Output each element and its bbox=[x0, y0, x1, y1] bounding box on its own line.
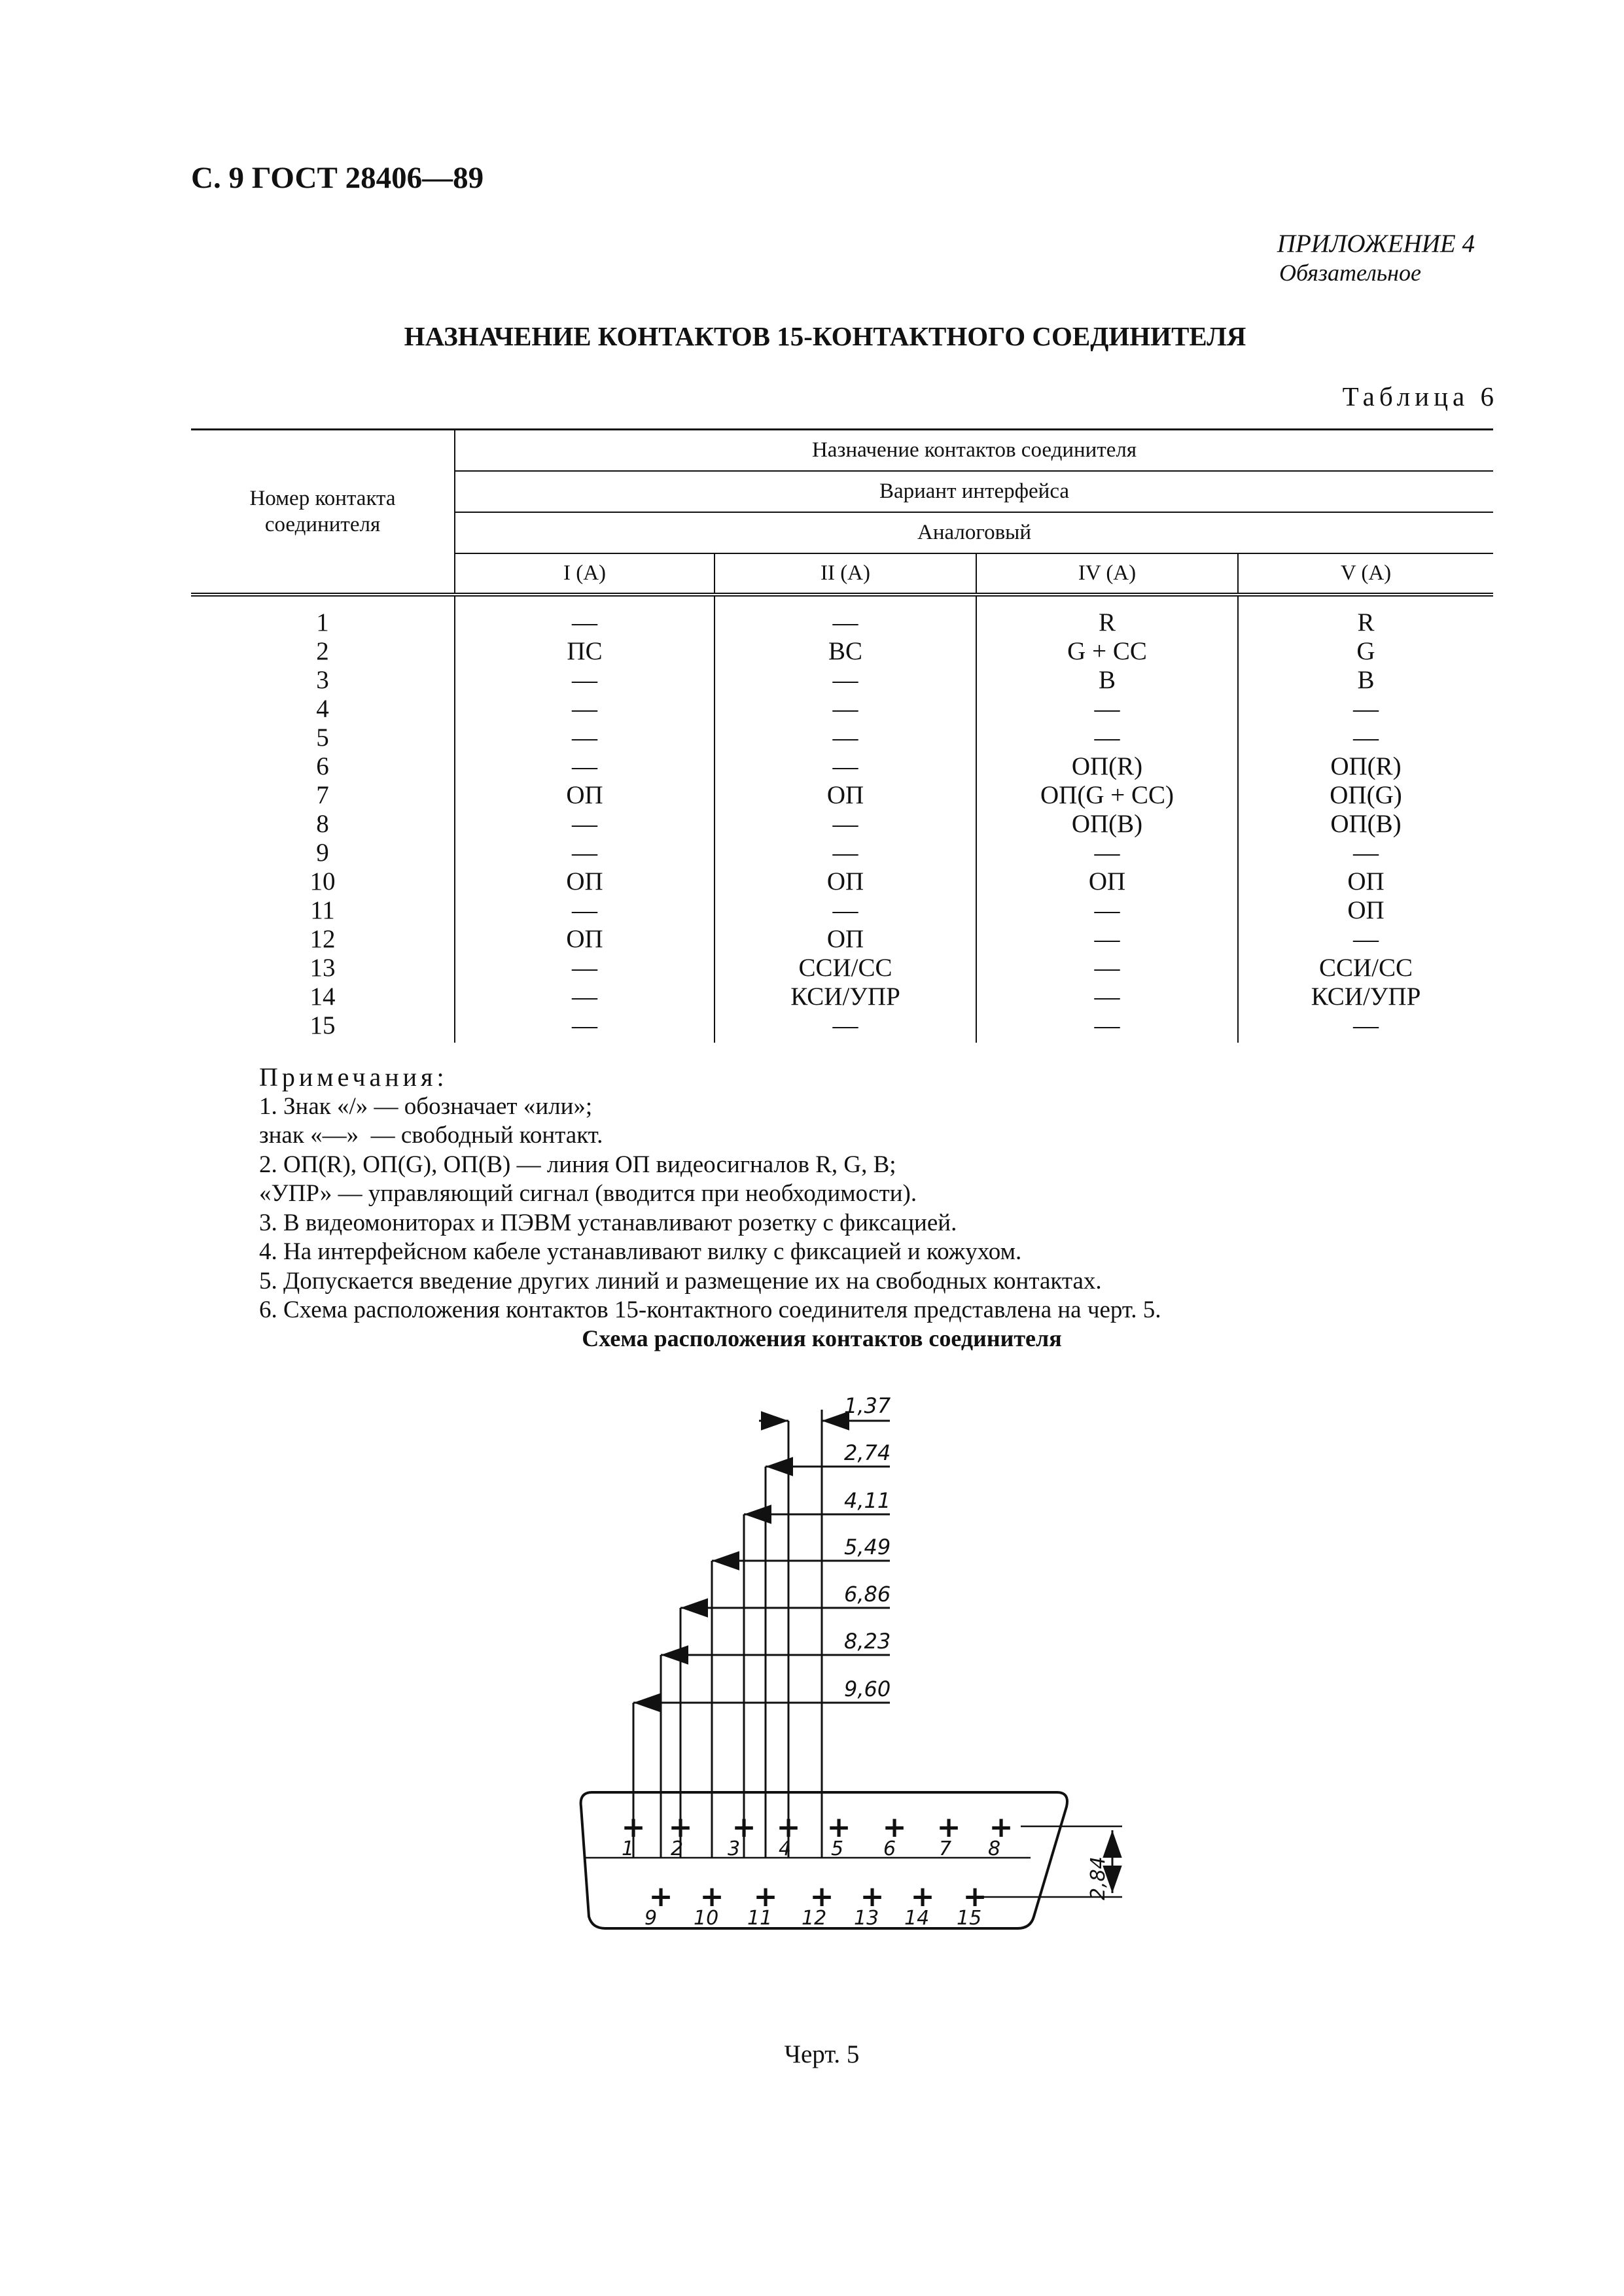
table-cell: — bbox=[976, 925, 1238, 954]
table-cell: 7 bbox=[316, 780, 329, 809]
table-caption: Таблица 6 bbox=[1342, 381, 1498, 411]
table-cell: — bbox=[715, 752, 976, 781]
table-cell: ОП(G) bbox=[1238, 781, 1493, 810]
pin-label: 2 bbox=[671, 1837, 684, 1860]
type-header: Аналоговый bbox=[455, 512, 1493, 553]
table-cell: — bbox=[455, 839, 715, 867]
table-cell: 1 bbox=[316, 608, 329, 636]
table-cell: КСИ/УПР bbox=[1238, 983, 1493, 1011]
page-header: С. 9 ГОСТ 28406—89 bbox=[191, 161, 484, 195]
pin-label: 3 bbox=[728, 1837, 741, 1860]
table-cell: ОП bbox=[455, 925, 715, 954]
column-header: I (A) bbox=[455, 553, 715, 595]
table-cell: — bbox=[715, 839, 976, 867]
table-cell: — bbox=[976, 723, 1238, 752]
pin-label: 10 bbox=[694, 1907, 719, 1930]
table-cell: — bbox=[1238, 925, 1493, 954]
table-cell: ВС bbox=[715, 637, 976, 666]
diagram-title: Схема расположения контактов соединителя bbox=[582, 1325, 1062, 1351]
table-cell: 15 bbox=[309, 1011, 336, 1039]
column-header: II (A) bbox=[715, 553, 976, 595]
table-cell: — bbox=[455, 695, 715, 723]
pin-3: + bbox=[732, 1811, 756, 1844]
table-cell: 5 bbox=[316, 723, 329, 752]
variant-header: Вариант интерфейса bbox=[455, 471, 1493, 512]
page-title: НАЗНАЧЕНИЕ КОНТАКТОВ 15-КОНТАКТНОГО СОЕДИНИТЕЛЯ bbox=[404, 321, 1246, 351]
table-cell: — bbox=[1238, 839, 1493, 867]
note-line: «УПР» — управляющий сигнал (вводится при необходимости). bbox=[259, 1180, 917, 1207]
table-cell: ОП bbox=[1238, 867, 1493, 896]
table-cell: — bbox=[455, 595, 715, 637]
pin-label: 5 bbox=[831, 1837, 844, 1860]
table-cell: 12 bbox=[309, 924, 336, 953]
dim-label: 2,74 bbox=[844, 1440, 891, 1465]
note-line: знак «—» — свободный контакт. bbox=[259, 1122, 603, 1149]
pin-label: 15 bbox=[957, 1907, 982, 1930]
table-cell: ОП(B) bbox=[1238, 810, 1493, 839]
table-cell: — bbox=[976, 896, 1238, 925]
table-cell: — bbox=[715, 723, 976, 752]
pin-label: 6 bbox=[883, 1837, 896, 1860]
table-cell: 9 bbox=[316, 838, 329, 867]
table-cell: — bbox=[715, 595, 976, 637]
table-cell: — bbox=[1238, 1011, 1493, 1043]
dim-label: 5,49 bbox=[844, 1535, 891, 1559]
pin-label: 1 bbox=[622, 1837, 635, 1860]
table-cell: R bbox=[976, 595, 1238, 637]
table-cell: — bbox=[715, 810, 976, 839]
table-cell: ОП bbox=[455, 781, 715, 810]
table-cell: — bbox=[455, 954, 715, 983]
table-cell: — bbox=[455, 810, 715, 839]
height-dim-label: 2,84 bbox=[1087, 1856, 1110, 1900]
pin-label: 11 bbox=[747, 1907, 773, 1930]
table-cell: ОП bbox=[1238, 896, 1493, 925]
table-cell: 13 bbox=[309, 953, 336, 982]
note-line: 2. ОП(R), ОП(G), ОП(B) — линия ОП видеосигналов R, G, B; bbox=[259, 1151, 896, 1178]
table-cell: B bbox=[1238, 666, 1493, 695]
dim-label: 8,23 bbox=[844, 1629, 891, 1654]
table-cell: — bbox=[976, 1011, 1238, 1043]
pin-10: + bbox=[699, 1880, 724, 1913]
pin-label: 9 bbox=[644, 1907, 658, 1930]
table-cell: — bbox=[976, 954, 1238, 983]
table-cell: 4 bbox=[316, 694, 329, 723]
pin-11: + bbox=[753, 1880, 778, 1913]
table-cell: ОП(B) bbox=[976, 810, 1238, 839]
pin-label: 7 bbox=[939, 1837, 952, 1860]
table-cell: КСИ/УПР bbox=[715, 983, 976, 1011]
table-cell: G + CC bbox=[976, 637, 1238, 666]
extension-lines bbox=[633, 1410, 822, 1858]
table-cell: — bbox=[976, 839, 1238, 867]
column-header: IV (A) bbox=[976, 553, 1238, 595]
pin-label: 4 bbox=[779, 1837, 792, 1860]
table-cell: ОП(R) bbox=[1238, 752, 1493, 781]
pin-2: + bbox=[668, 1811, 693, 1844]
pin-label: 13 bbox=[854, 1907, 879, 1930]
table-cell: ОП bbox=[715, 867, 976, 896]
table-cell: 6 bbox=[316, 752, 329, 780]
pin-15: + bbox=[962, 1880, 987, 1913]
table-cell: ССИ/СС bbox=[1238, 954, 1493, 983]
dim-label: 4,11 bbox=[844, 1488, 891, 1513]
table-cell: R bbox=[1238, 595, 1493, 637]
table-cell: — bbox=[1238, 695, 1493, 723]
pin-7: + bbox=[936, 1811, 961, 1844]
pin-13: + bbox=[860, 1880, 885, 1913]
table-cell: ОП bbox=[976, 867, 1238, 896]
appendix-label: ПРИЛОЖЕНИЕ 4 bbox=[1277, 230, 1475, 258]
table-cell: ОП(R) bbox=[976, 752, 1238, 781]
table-cell: — bbox=[455, 983, 715, 1011]
table-cell: ОП(G + CC) bbox=[976, 781, 1238, 810]
table-cell: 3 bbox=[316, 665, 329, 694]
column-header: V (A) bbox=[1238, 553, 1493, 595]
table-cell: — bbox=[455, 896, 715, 925]
dim-label: 1,37 bbox=[844, 1393, 891, 1418]
table-cell: 2 bbox=[316, 636, 329, 665]
pin-14: + bbox=[910, 1880, 935, 1913]
table-cell: — bbox=[976, 983, 1238, 1011]
table-cell: — bbox=[715, 695, 976, 723]
table-cell: — bbox=[455, 666, 715, 695]
table-cell: — bbox=[1238, 723, 1493, 752]
dim-label: 9,60 bbox=[844, 1677, 891, 1701]
figure-caption: Черт. 5 bbox=[784, 2040, 860, 2068]
note-line: 6. Схема расположения контактов 15-контактного соединителя представлена на черт. 5. bbox=[259, 1296, 1161, 1323]
table-cell: ОП bbox=[455, 867, 715, 896]
dim-label: 6,86 bbox=[844, 1582, 891, 1607]
note-line: 3. В видеомониторах и ПЭВМ устанавливают розетку с фиксацией. bbox=[259, 1209, 957, 1236]
table-cell: 11 bbox=[310, 896, 335, 924]
pin-9: + bbox=[648, 1880, 673, 1913]
notes-heading: Примечания: bbox=[259, 1062, 448, 1092]
pin-label: 14 bbox=[904, 1907, 930, 1930]
table-cell: — bbox=[715, 1011, 976, 1043]
note-line: 1. Знак «/» — обозначает «или»; bbox=[259, 1092, 593, 1120]
pin-4: + bbox=[776, 1811, 801, 1844]
table-cell: ОП bbox=[715, 925, 976, 954]
table-cell: — bbox=[455, 1011, 715, 1043]
note-line: 4. На интерфейсном кабеле устанавливают вилку с фиксацией и кожухом. bbox=[259, 1238, 1022, 1265]
table-cell: ССИ/СС bbox=[715, 954, 976, 983]
table-cell: ПС bbox=[455, 637, 715, 666]
pin-12: + bbox=[809, 1880, 834, 1913]
table-cell: B bbox=[976, 666, 1238, 695]
contact-number-header: Номер контакта соединителя bbox=[191, 430, 455, 595]
pin-1: + bbox=[621, 1811, 646, 1844]
table-cell: — bbox=[455, 752, 715, 781]
pin-label: 12 bbox=[802, 1907, 827, 1930]
note-line: 5. Допускается введение других линий и размещение их на свободных контактах. bbox=[259, 1267, 1102, 1295]
table-cell: 8 bbox=[316, 809, 329, 838]
table-cell: — bbox=[715, 666, 976, 695]
table-cell: 14 bbox=[309, 982, 336, 1011]
pin-6: + bbox=[882, 1811, 907, 1844]
table-cell: — bbox=[715, 896, 976, 925]
table-cell: ОП bbox=[715, 781, 976, 810]
purpose-header: Назначение контактов соединителя bbox=[455, 430, 1493, 471]
table-cell: 10 bbox=[309, 867, 336, 896]
pin-8: + bbox=[989, 1811, 1014, 1844]
pin-5: + bbox=[826, 1811, 851, 1844]
appendix-status: Обязательное bbox=[1279, 260, 1421, 286]
table-cell: — bbox=[455, 723, 715, 752]
table-cell: G bbox=[1238, 637, 1493, 666]
table-cell: — bbox=[976, 695, 1238, 723]
pin-label: 8 bbox=[988, 1837, 1001, 1860]
